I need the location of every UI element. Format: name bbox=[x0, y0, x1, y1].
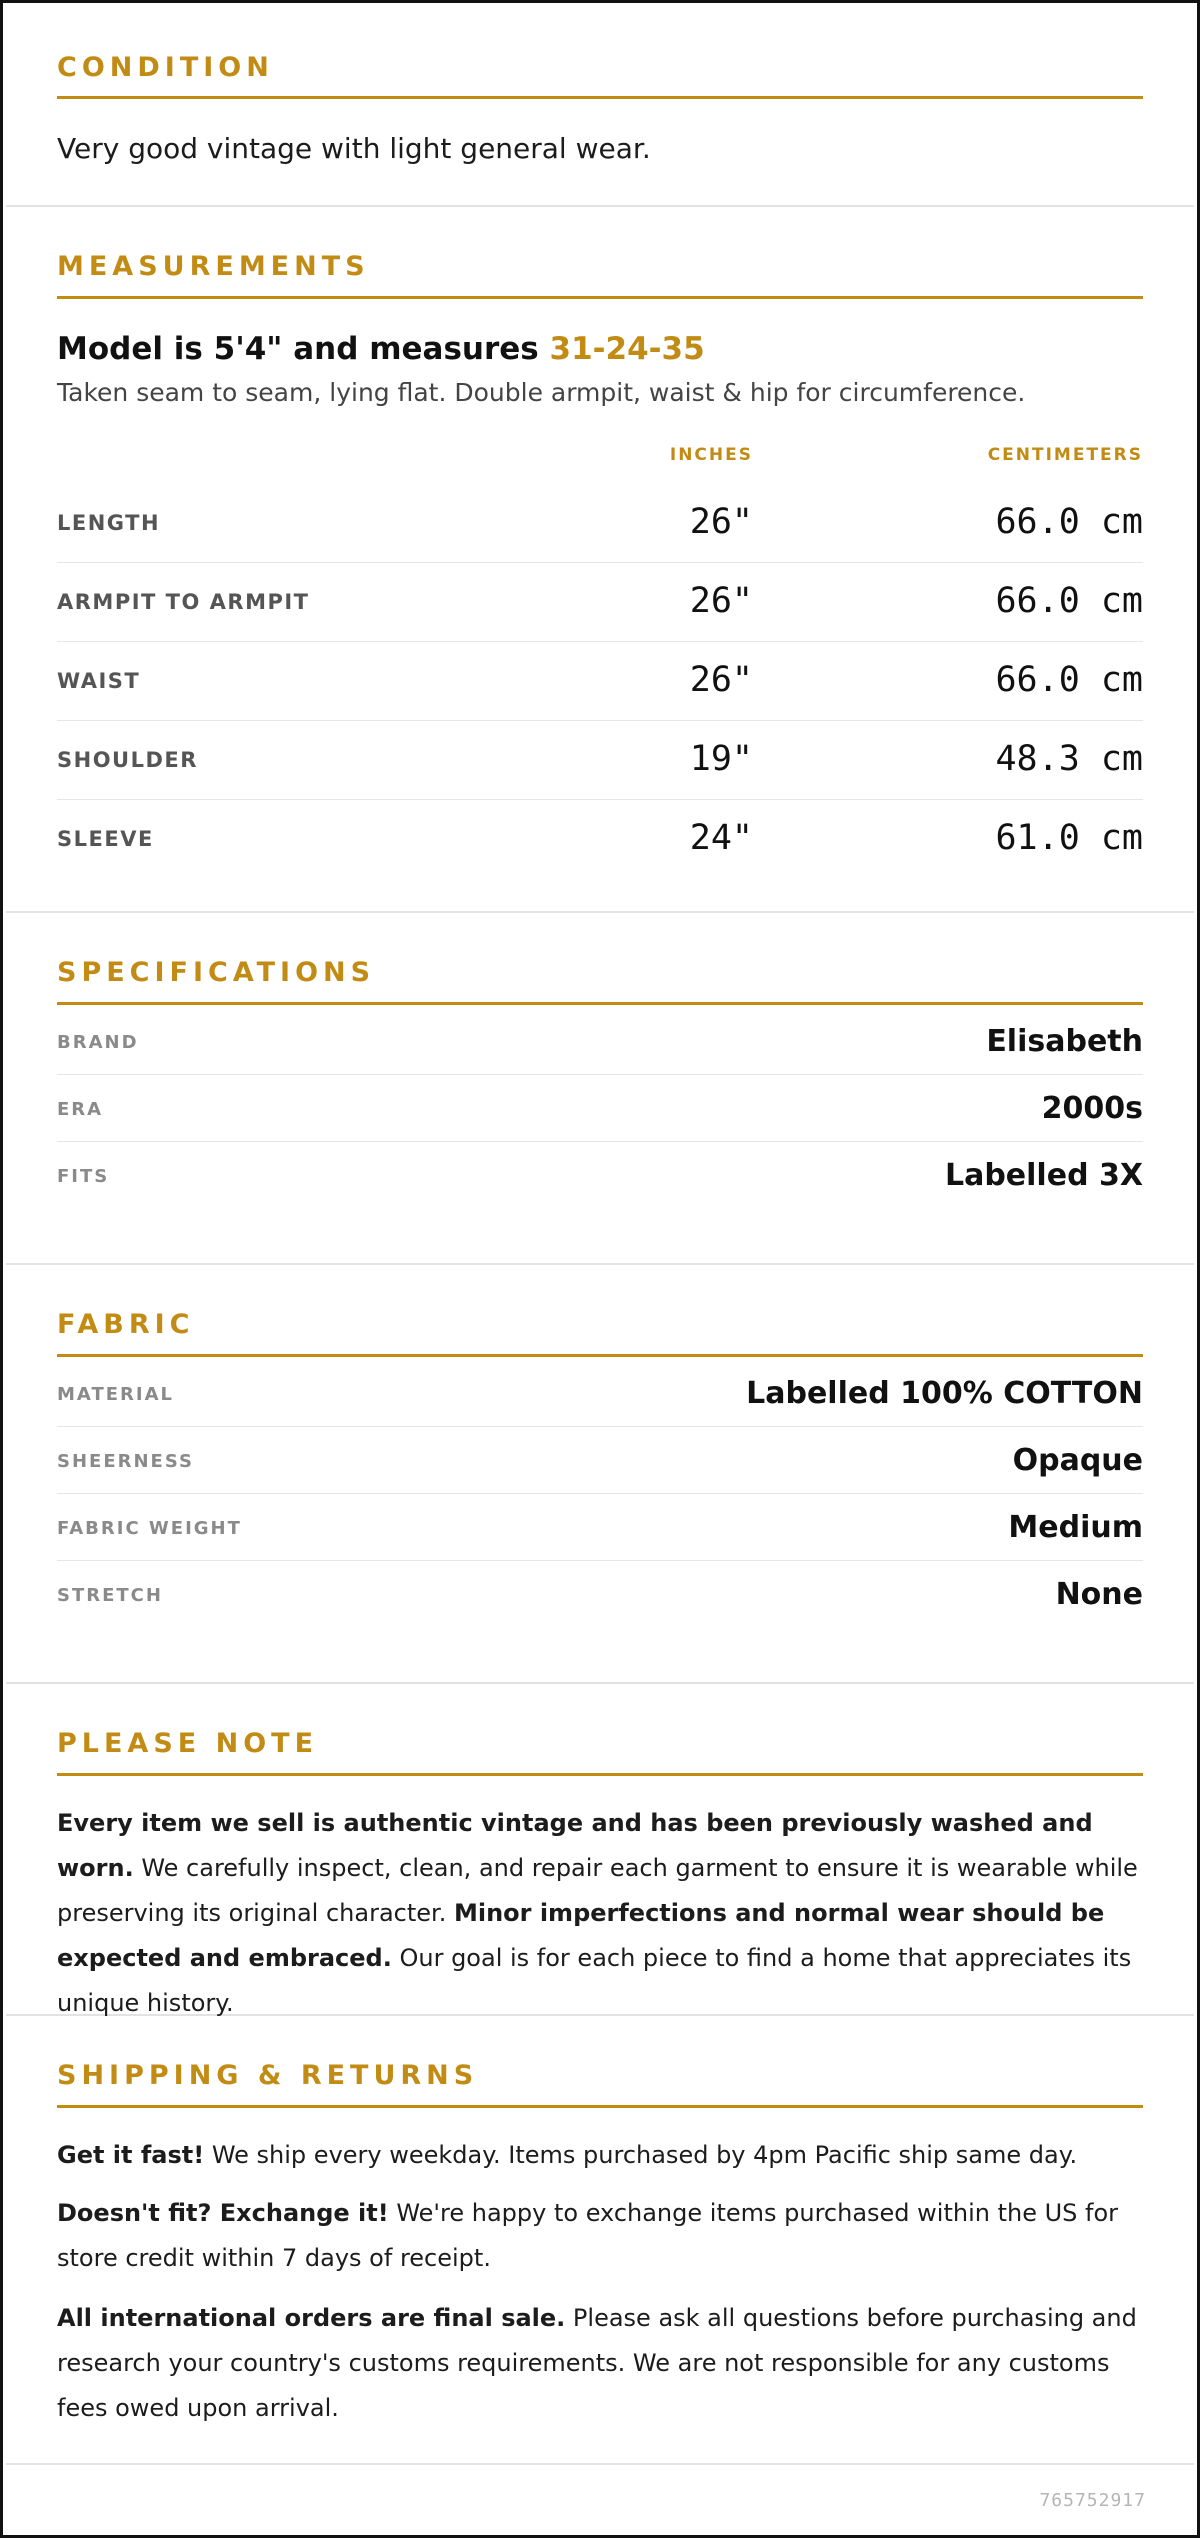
measurement-inches: 24" bbox=[689, 818, 753, 858]
measurement-inches: 26" bbox=[689, 660, 753, 700]
fabric-value: Labelled 100% COTTON bbox=[746, 1376, 1143, 1411]
fabric-section bbox=[6, 1265, 1194, 1684]
fabric-label: SHEERNESS bbox=[57, 1451, 194, 1472]
measurement-row bbox=[57, 484, 1143, 563]
shipping-rule bbox=[57, 2105, 1143, 2108]
please-note-text bbox=[57, 1801, 1143, 2026]
shipping-p3-text: Please ask all questions before purchasing and research your country's customs requirements. We are not responsible for any customs fees owed upon arrival. bbox=[57, 2304, 1137, 2422]
spec-value: Labelled 3X bbox=[944, 1158, 1143, 1193]
measurement-label: WAIST bbox=[57, 669, 141, 693]
spec-label: BRAND bbox=[57, 1032, 139, 1053]
model-measurements bbox=[57, 329, 705, 369]
measurement-label: ARMPIT TO ARMPIT bbox=[57, 590, 310, 614]
measurement-inches: 19" bbox=[689, 739, 753, 779]
specifications-heading: SPECIFICATIONS bbox=[57, 957, 376, 988]
measurement-inches: 26" bbox=[689, 581, 753, 621]
spec-row bbox=[57, 1075, 1143, 1142]
fabric-row bbox=[57, 1494, 1143, 1561]
measurement-centimeters: 48.3 cm bbox=[995, 739, 1143, 779]
shipping-returns-section bbox=[6, 2016, 1194, 2465]
measurement-centimeters: 66.0 cm bbox=[995, 660, 1143, 700]
measurements-rule bbox=[57, 296, 1143, 299]
measurement-row bbox=[57, 800, 1143, 879]
measurements-section bbox=[6, 207, 1194, 913]
shipping-p2-text: We're happy to exchange items purchased within the US for store credit within 7 days of receipt. bbox=[57, 2199, 1119, 2272]
fabric-rule bbox=[57, 1354, 1143, 1357]
shipping-paragraph-3 bbox=[57, 2296, 1143, 2431]
column-header-inches: INCHES bbox=[669, 445, 753, 465]
please-note-rule bbox=[57, 1773, 1143, 1776]
fabric-value: Medium bbox=[1008, 1510, 1143, 1545]
column-header-centimeters: CENTIMETERS bbox=[987, 445, 1143, 465]
condition-section bbox=[6, 6, 1194, 207]
measurement-centimeters: 66.0 cm bbox=[995, 502, 1143, 542]
fabric-label: MATERIAL bbox=[57, 1384, 174, 1405]
fabric-heading: FABRIC bbox=[57, 1309, 195, 1340]
shipping-paragraph-1 bbox=[57, 2133, 1143, 2178]
measurement-inches: 26" bbox=[689, 502, 753, 542]
spec-label: FITS bbox=[57, 1166, 110, 1187]
spec-value: 2000s bbox=[1041, 1091, 1143, 1126]
model-prefix: Model is 5'4" and measures bbox=[57, 331, 550, 367]
spec-row bbox=[57, 1142, 1143, 1209]
specifications-rule bbox=[57, 1002, 1143, 1005]
measurement-label: SHOULDER bbox=[57, 748, 198, 772]
shipping-paragraph-2 bbox=[57, 2191, 1143, 2281]
fabric-label: STRETCH bbox=[57, 1585, 163, 1606]
spec-label: ERA bbox=[57, 1099, 104, 1120]
shipping-p1-bold: Get it fast! bbox=[57, 2141, 205, 2169]
measurement-label: LENGTH bbox=[57, 511, 161, 535]
please-note-text-2: Our goal is for each piece to find a home that appreciates its unique history. bbox=[57, 1944, 1132, 2017]
specifications-section bbox=[6, 913, 1194, 1265]
measurement-centimeters: 61.0 cm bbox=[995, 818, 1143, 858]
fabric-row bbox=[57, 1427, 1143, 1494]
measurements-heading: MEASUREMENTS bbox=[57, 251, 370, 282]
condition-rule bbox=[57, 96, 1143, 99]
please-note-bold-1: Every item we sell is authentic vintage and has been previously washed and worn. bbox=[57, 1809, 1093, 1882]
measurements-note: Taken seam to seam, lying flat. Double armpit, waist & hip for circumference. bbox=[57, 378, 1026, 407]
shipping-heading: SHIPPING & RETURNS bbox=[57, 2060, 479, 2091]
please-note-text-1: We carefully inspect, clean, and repair each garment to ensure it is wearable while preserving its original character. bbox=[57, 1854, 1138, 1927]
condition-heading: CONDITION bbox=[57, 52, 274, 83]
measurement-row bbox=[57, 642, 1143, 721]
fabric-value: None bbox=[1055, 1577, 1143, 1612]
spec-value: Elisabeth bbox=[986, 1024, 1143, 1059]
fabric-label: FABRIC WEIGHT bbox=[57, 1518, 242, 1539]
measurement-label: SLEEVE bbox=[57, 827, 154, 851]
measurement-row bbox=[57, 721, 1143, 800]
product-id: 765752917 bbox=[1039, 2490, 1146, 2511]
spec-row bbox=[57, 1008, 1143, 1075]
please-note-bold-2: Minor imperfections and normal wear should be expected and embraced. bbox=[57, 1899, 1105, 1972]
measurement-row bbox=[57, 563, 1143, 642]
fabric-row bbox=[57, 1561, 1143, 1628]
shipping-p3-bold: All international orders are final sale. bbox=[57, 2304, 566, 2332]
model-measures-value: 31-24-35 bbox=[549, 331, 705, 367]
shipping-p1-text: We ship every weekday. Items purchased by 4pm Pacific ship same day. bbox=[204, 2141, 1078, 2169]
fabric-row bbox=[57, 1360, 1143, 1427]
fabric-value: Opaque bbox=[1012, 1443, 1143, 1478]
shipping-p2-bold: Doesn't fit? Exchange it! bbox=[57, 2199, 389, 2227]
please-note-heading: PLEASE NOTE bbox=[57, 1728, 319, 1759]
please-note-section bbox=[6, 1684, 1194, 2016]
measurement-centimeters: 66.0 cm bbox=[995, 581, 1143, 621]
condition-text: Very good vintage with light general wear. bbox=[57, 132, 651, 165]
